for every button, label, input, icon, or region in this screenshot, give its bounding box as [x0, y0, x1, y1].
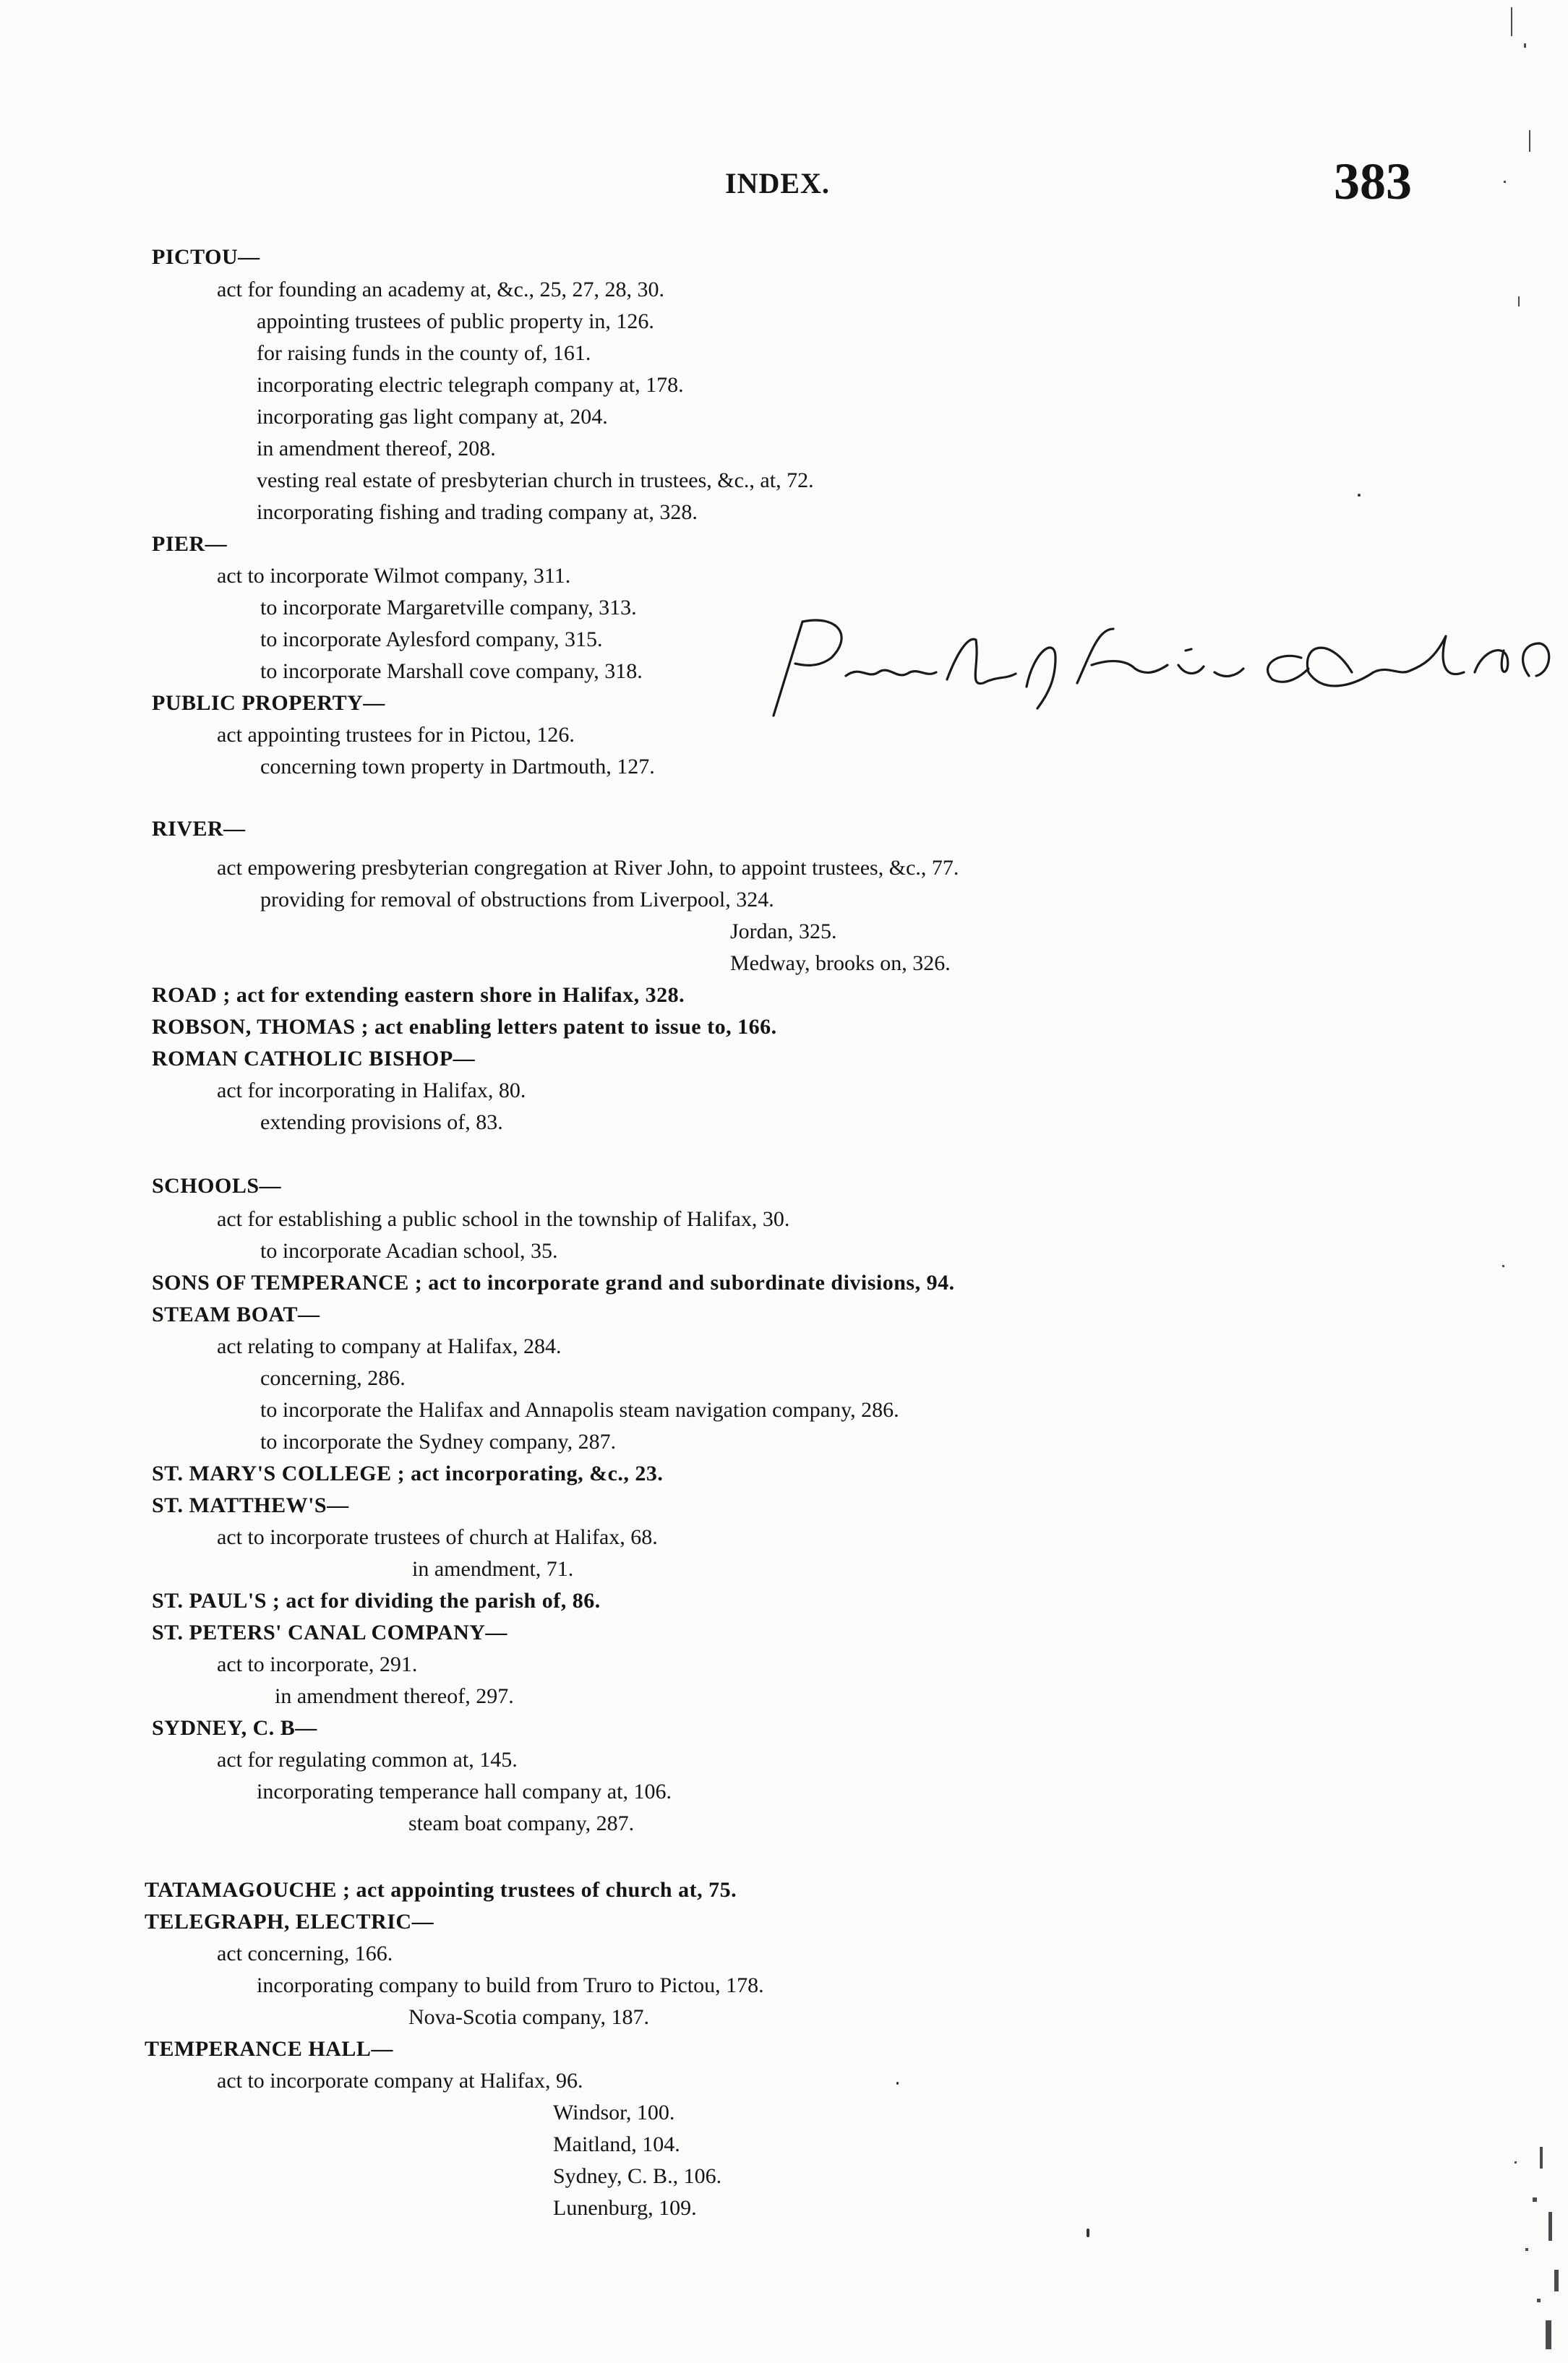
index-heading: ST. MATTHEW'S— — [152, 1493, 349, 1517]
index-entry: Nova-Scotia company, 187. — [408, 2005, 649, 2029]
index-heading: ST. MARY'S COLLEGE ; act incorporating, &c., 23. — [152, 1462, 664, 1485]
handwritten-annotation — [752, 607, 1561, 737]
index-entry: act concerning, 166. — [217, 1942, 393, 1965]
index-entry: act empowering presbyterian congregation at River John, to appoint trustees, &c., 77. — [217, 856, 959, 880]
index-entry: act for incorporating in Halifax, 80. — [217, 1078, 526, 1102]
index-entry: Lunenburg, 109. — [553, 2196, 697, 2220]
index-entry: act for founding an academy at, &c., 25, 27, 28, 30. — [217, 278, 664, 301]
index-entry: Windsor, 100. — [553, 2101, 675, 2124]
index-heading: SCHOOLS— — [152, 1174, 282, 1198]
index-entry: to incorporate Marshall cove company, 318. — [260, 659, 643, 683]
ink-speck — [1358, 494, 1361, 497]
index-entry: incorporating temperance hall company at, 106. — [257, 1780, 672, 1804]
index-heading: RIVER— — [152, 817, 246, 841]
index-entry: for raising funds in the county of, 161. — [257, 341, 591, 365]
index-entry: to incorporate Acadian school, 35. — [260, 1239, 558, 1263]
index-entry: act to incorporate, 291. — [217, 1652, 418, 1676]
page-header — [0, 0, 1568, 231]
index-entry: incorporating fishing and trading company at, 328. — [257, 500, 698, 524]
index-entry: act appointing trustees for in Pictou, 126. — [217, 723, 575, 747]
index-heading: ROMAN CATHOLIC BISHOP— — [152, 1047, 476, 1071]
index-entry: concerning, 286. — [260, 1366, 406, 1390]
index-entry: appointing trustees of public property in, 126. — [257, 309, 654, 333]
index-heading: ROAD ; act for extending eastern shore in Halifax, 328. — [152, 983, 685, 1007]
index-entry: to incorporate the Sydney company, 287. — [260, 1430, 617, 1454]
index-heading: TEMPERANCE HALL— — [145, 2037, 393, 2061]
index-entry: Maitland, 104. — [553, 2132, 680, 2156]
index-entry: to incorporate Margaretville company, 313. — [260, 596, 637, 619]
index-heading: TELEGRAPH, ELECTRIC— — [145, 1910, 434, 1934]
index-entry: in amendment thereof, 297. — [275, 1684, 514, 1708]
index-entry: extending provisions of, 83. — [260, 1110, 503, 1134]
index-entry: in amendment, 71. — [412, 1557, 574, 1581]
index-entry: act to incorporate trustees of church at Halifax, 68. — [217, 1525, 658, 1549]
index-entry: act for establishing a public school in the township of Halifax, 30. — [217, 1207, 790, 1231]
index-heading: ST. PETERS' CANAL COMPANY— — [152, 1621, 507, 1644]
index-heading: TATAMAGOUCHE ; act appointing trustees of church at, 75. — [145, 1878, 737, 1902]
index-heading: SONS OF TEMPERANCE ; act to incorporate grand and subordinate divisions, 94. — [152, 1271, 955, 1295]
index-entry: act relating to company at Halifax, 284. — [217, 1334, 562, 1358]
index-entry: steam boat company, 287. — [408, 1811, 635, 1835]
ink-speck — [1087, 2229, 1089, 2237]
index-entry: Sydney, C. B., 106. — [553, 2164, 722, 2188]
index-heading: STEAM BOAT— — [152, 1303, 320, 1326]
index-entry: vesting real estate of presbyterian church in trustees, &c., at, 72. — [257, 468, 814, 492]
index-entry: to incorporate Aylesford company, 315. — [260, 627, 603, 651]
index-entry: incorporating electric telegraph company at, 178. — [257, 373, 684, 397]
index-heading: ROBSON, THOMAS ; act enabling letters patent to issue to, 166. — [152, 1015, 777, 1039]
page-title: INDEX. — [725, 167, 830, 200]
index-entry: Jordan, 325. — [730, 919, 837, 943]
index-entry: providing for removal of obstructions from Liverpool, 324. — [260, 888, 774, 912]
index-entry: in amendment thereof, 208. — [257, 437, 496, 460]
index-entry: Medway, brooks on, 326. — [730, 951, 951, 975]
index-entry: act to incorporate company at Halifax, 96. — [217, 2069, 583, 2093]
index-entry: incorporating company to build from Truro to Pictou, 178. — [257, 1973, 764, 1997]
index-entry: act for regulating common at, 145. — [217, 1748, 518, 1772]
binding-edge-noise — [1489, 0, 1568, 2363]
index-heading: PIER— — [152, 532, 228, 556]
index-entry: incorporating gas light company at, 204. — [257, 405, 608, 429]
index-entry: concerning town property in Dartmouth, 127. — [260, 755, 655, 779]
index-heading: PICTOU— — [152, 245, 260, 269]
index-entry: to incorporate the Halifax and Annapolis steam navigation company, 286. — [260, 1398, 899, 1422]
index-entry: act to incorporate Wilmot company, 311. — [217, 564, 571, 588]
index-heading: PUBLIC PROPERTY— — [152, 691, 385, 715]
index-heading: SYDNEY, C. B— — [152, 1716, 317, 1740]
page-number: 383 — [1334, 153, 1412, 210]
index-heading: ST. PAUL'S ; act for dividing the parish of, 86. — [152, 1589, 601, 1613]
ink-speck — [896, 2082, 899, 2085]
